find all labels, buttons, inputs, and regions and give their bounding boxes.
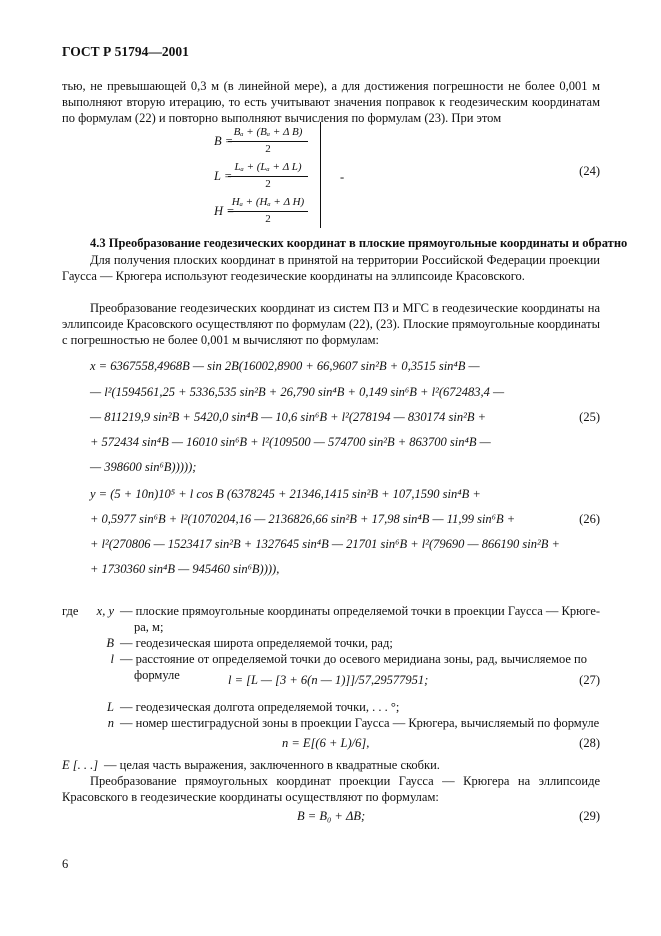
- eq25-line: x = 6367558,4968B — sin 2B(16002,8900 + 66,9607 sin²B + 0,3515 sin⁴B —: [90, 359, 480, 373]
- fraction-bar: [228, 211, 308, 212]
- eq27-formula: l = [L — [3 + 6(n — 1)]]/57,29577951;: [228, 673, 429, 687]
- eq24-L: [214, 161, 314, 195]
- eq26-line: + 1730360 sin⁴B — 945460 sin⁶B)))),: [90, 562, 280, 576]
- def-symbol-l: l: [110, 652, 114, 666]
- eq25-line: + 572434 sin⁴B — 16010 sin⁶B + l²(109500 — 574700 sin²B + 863700 sin⁴B —: [90, 435, 491, 449]
- def-text-xy: — плоские прямоугольные координаты определяемой точки в проекции Гаусса — Крюге-: [120, 604, 601, 618]
- eq24-B-lhs: B =: [214, 134, 234, 148]
- eq27-number: (27): [579, 673, 600, 687]
- def-text-B: — геодезическая широта определяемой точки, рад;: [120, 636, 393, 650]
- eq26-line: y = (5 + 10n)10⁵ + l cos B (6378245 + 21346,1415 sin²B + 107,1590 sin⁴B +: [90, 487, 481, 501]
- def-symbol-E: E [. . .]: [62, 758, 99, 772]
- def-symbol-B: B: [106, 636, 114, 650]
- eq28-number: (28): [579, 736, 600, 750]
- intro-paragraph: тью, не превышающей 0,3 м (в линейной мере), а для достижения погрешности не более 0,001 м выполняют вторую итерацию, то есть учитывают значения поправок к геодезическим координатам по формулам (22) и повторно выполняют вычисления по формулам (23). При этом: [62, 79, 600, 125]
- eq24-number: (24): [579, 164, 600, 178]
- section-paragraph-1: Для получения плоских координат в принятой на территории Российской Федерации проекции Гаусса — Крюгера используют геодезические координаты на эллипсоиде Красовского.: [62, 253, 600, 283]
- eq25-line: — 811219,9 sin²B + 5420,0 sin⁴B — 10,6 sin⁶B + l²(278194 — 830174 sin²B +: [90, 410, 487, 424]
- eq29-formula: B = B₀ + ΔB;: [297, 809, 366, 823]
- eq24-tail: -: [340, 170, 345, 184]
- def-text-xy-cont: ра, м;: [134, 620, 164, 634]
- eq24-L-numerator: Lₐ + (Lₐ + Δ L): [234, 161, 302, 173]
- eq25-line: — 398600 sin⁶B)))));: [90, 460, 197, 474]
- def-symbol-n: n: [107, 716, 114, 730]
- def-text-E: — целая часть выражения, заключенного в квадратные скобки.: [104, 758, 440, 772]
- closing-paragraph: Преобразование прямоугольных координат проекции Гаусса — Крюгера на эллипсоиде Красовского в геодезические координаты осуществляют по формулам:: [62, 774, 600, 804]
- eq24-B-denominator: 2: [265, 143, 271, 155]
- section-paragraph-2: Преобразование геодезических координат из систем ПЗ и МГС в геодезические координаты на эллипсоиде Красовского осуществляют по формулам (22), (23). Плоские прямоугольные координаты с погрешностью не более 0,001 м вычисляют по формулам:: [62, 301, 600, 347]
- page-header: ГОСТ Р 51794—2001: [62, 44, 189, 59]
- where-word: где: [62, 604, 79, 618]
- eq24-L-lhs: L =: [214, 169, 233, 183]
- fraction-bar: [228, 141, 308, 142]
- fraction-bar: [228, 176, 308, 177]
- def-symbol-xy: x, y: [96, 604, 114, 618]
- page-number: 6: [62, 857, 69, 871]
- eq24-B: [214, 126, 314, 160]
- section-title: 4.3 Преобразование геодезических координат в плоские прямоугольные координаты и обратно: [90, 236, 628, 250]
- eq26-line: + l²(270806 — 1523417 sin²B + 1327645 sin⁴B — 21701 sin⁶B + l²(79690 — 866190 sin²B +: [90, 537, 560, 551]
- eq24-H: [214, 196, 314, 230]
- eq26-number: (26): [579, 512, 600, 526]
- eq25-line: — l²(1594561,25 + 5336,535 sin²B + 26,790 sin⁴B + 0,149 sin⁶B + l²(672483,4 —: [90, 385, 505, 399]
- system-brace: [320, 122, 329, 228]
- def-symbol-L: L: [107, 700, 114, 714]
- eq25-number: (25): [579, 410, 600, 424]
- eq24-H-lhs: H =: [214, 204, 235, 218]
- eq24-B-numerator: Bₐ + (Bₐ + Δ B): [233, 126, 303, 138]
- eq24-L-denominator: 2: [265, 178, 271, 190]
- def-text-n: — номер шестиградусной зоны в проекции Гаусса — Крюгера, вычисляемый по формуле: [120, 716, 600, 730]
- eq24-H-numerator: Hₐ + (Hₐ + Δ H): [231, 196, 305, 208]
- def-text-L: — геодезическая долгота определяемой точки, . . . °;: [120, 700, 400, 714]
- eq24-H-denominator: 2: [265, 213, 271, 225]
- eq26-line: + 0,5977 sin⁶B + l²(1070204,16 — 2136826,66 sin²B + 17,98 sin⁴B — 11,99 sin⁶B +: [90, 512, 516, 526]
- eq28-formula: n = E[(6 + L)/6],: [282, 736, 370, 750]
- definitions-list-2: [62, 699, 602, 739]
- def-text-l-cont: формуле: [134, 668, 180, 682]
- eq29-number: (29): [579, 809, 600, 823]
- def-text-l: — расстояние от определяемой точки до осевого меридиана зоны, рад, вычисляемое по: [120, 652, 587, 666]
